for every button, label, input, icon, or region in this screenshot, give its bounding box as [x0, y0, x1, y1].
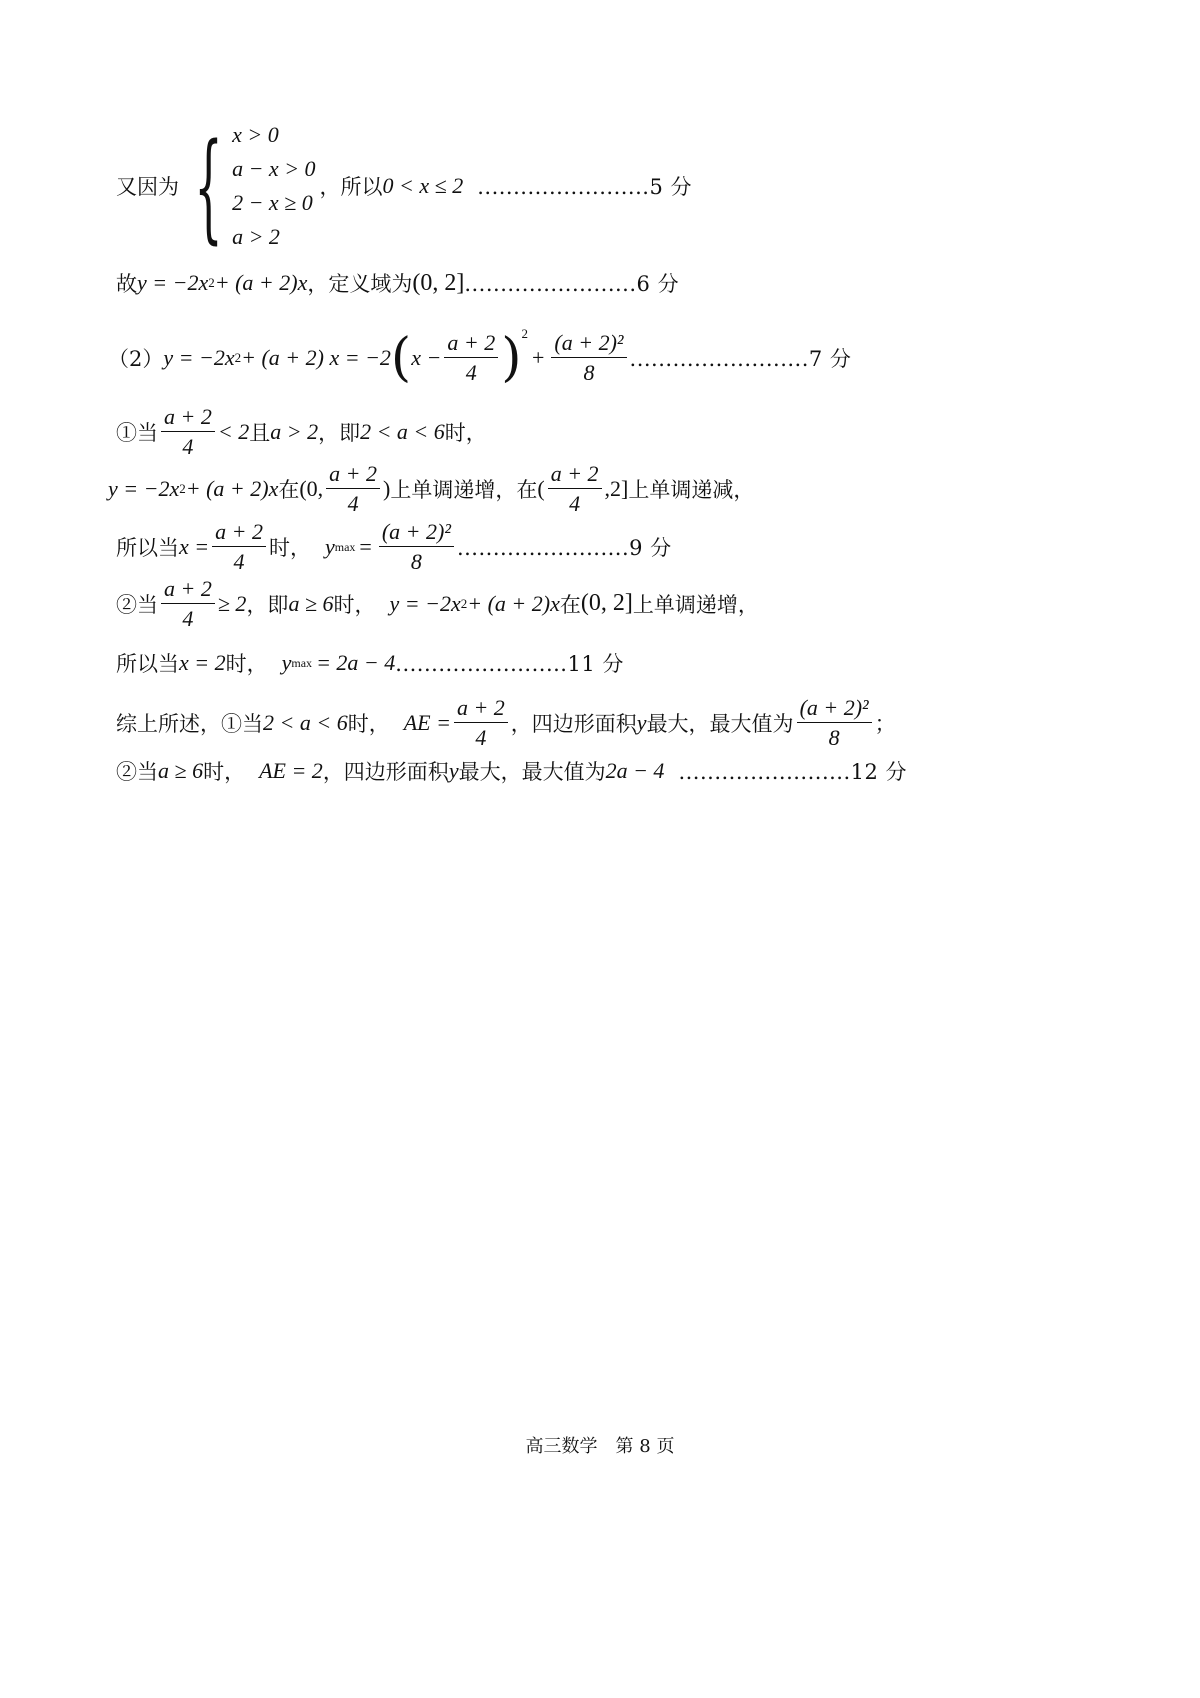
interval2-open: (: [537, 475, 545, 501]
math-interval: (0, 2]: [412, 269, 465, 296]
text-area: ，四边形面积: [510, 711, 637, 736]
score-5: ........................5 分: [477, 175, 692, 199]
math-max-value: 2a − 4: [605, 758, 665, 783]
interval2-close: ,2]: [604, 475, 629, 501]
text-when: 时，: [268, 535, 311, 560]
math-x-minus: x −: [411, 344, 442, 370]
line-case1-condition: [116, 404, 487, 460]
math-plus: +: [532, 344, 545, 370]
fraction-a-plus-2-over-4: $\frac{a + 2}{4}$: [161, 404, 215, 460]
fraction-a-plus-2-over-4: $\frac{a + 2}{4}$: [454, 695, 508, 751]
math-y: y: [636, 709, 647, 735]
text-summary: 综上所述，①当: [116, 711, 263, 736]
line-case1-monotonic: y = −2x 2 + (a + 2)x 在 (0, $\frac{a + 2}{4}$ ) 上单调递增，在 ( $\frac{a + 2}{4}$ ,2] 上单调递减，: [108, 461, 755, 517]
text-case2-when: ②当: [116, 760, 158, 784]
fraction-a-plus-2-over-4: $\frac{a + 2}{4}$: [326, 461, 380, 517]
text-when: 时，: [444, 420, 487, 445]
score-6: ........................6 分: [464, 272, 680, 296]
text-domain-is: ，定义域为: [307, 272, 413, 296]
text-so: ，所以: [319, 175, 383, 199]
math-y: y: [324, 533, 335, 559]
line-domain-conditions: [116, 118, 692, 254]
text-area: ，四边形面积: [322, 760, 449, 784]
line-case2: ②当 $\frac{a + 2}{4}$ ≥ 2 ，即 a ≥ 6 时， y = −2x 2 + (a + 2)x 在 (0, 2] 上单调递增，: [116, 576, 759, 632]
line-summary-case2: [116, 756, 907, 786]
math-y: y: [281, 650, 292, 675]
math-a-gt-2: a > 2: [270, 418, 319, 444]
text-because: 又因为: [116, 175, 179, 199]
fraction-a-plus-2-over-4: $\frac{a + 2}{4}$: [212, 519, 266, 575]
text-when: 时，: [333, 592, 376, 617]
text-max-value: 最大，最大值为: [458, 760, 606, 784]
line-part2-vertex-form: （2） y = −2x 2 + (a + 2) x = −2 ( x − $\frac{a + 2}{4}$ ) 2 + $\frac{\text{(a + 2)²}}{8}$ .........................7 分: [108, 325, 852, 388]
system-row-1: x > 0: [232, 122, 279, 147]
math-ae-eq-2: AE = 2: [259, 758, 323, 783]
left-brace: {: [194, 117, 223, 255]
inequality-system: [181, 118, 316, 254]
math-lt-2: < 2: [217, 418, 250, 444]
score-9: ........................9 分: [456, 535, 672, 560]
math-function: y = −2x: [137, 270, 209, 295]
math-function: y = −2x: [108, 475, 180, 501]
text-so-when: 所以当: [116, 652, 179, 676]
text-therefore: 故: [116, 272, 137, 296]
text-max-value: 最大，最大值为: [646, 711, 794, 736]
text-on: 在: [278, 477, 300, 502]
math-max-value: = 2a − 4: [316, 650, 396, 675]
paren-close: ): [501, 327, 522, 388]
math-function-tail: + (a + 2)x: [185, 475, 279, 501]
page-footer: 高三数学 第 8 页: [525, 1436, 675, 1457]
system-row-2: a − x > 0: [232, 156, 316, 181]
line-summary-case1: [116, 695, 896, 751]
math-ae-eq: AE =: [403, 709, 451, 735]
math-function: y = −2x: [389, 590, 461, 616]
math-a-range: 2 < a < 6: [360, 418, 445, 444]
math-a-ge-6: a ≥ 6: [158, 758, 204, 783]
math-function: y = −2x: [163, 344, 235, 370]
math-expansion: + (a + 2) x = −2: [241, 344, 391, 370]
line-function-domain: 故 y = −2x 2 + (a + 2)x ，定义域为 (0, 2] ........................6 分: [116, 269, 680, 296]
math-function-tail: + (a + 2)x: [467, 590, 560, 616]
line-case1-max: 所以当 x = $\frac{a + 2}{4}$ 时， y max = $\frac{\text{(a + 2)²}}{8}$ ........................9 分: [116, 519, 672, 575]
interval-open: (0,: [299, 475, 324, 501]
text-so-when: 所以当: [116, 535, 179, 560]
line-case2-max: 所以当 x = 2 时， y max = 2a − 4 ........................11 分: [116, 650, 624, 676]
system-row-3: 2 − x ≥ 0: [232, 190, 313, 215]
text-when: 时，: [203, 760, 246, 784]
text-increasing: 上单调递增，: [632, 592, 759, 617]
score-12: ........................12 分: [678, 760, 908, 784]
math-ge-2: ≥ 2: [217, 590, 247, 616]
text-case2-when: ②当: [116, 592, 158, 617]
math-a-ge-6: a ≥ 6: [288, 590, 334, 616]
fraction-a-plus-2-over-4: $\frac{a + 2}{4}$: [444, 330, 498, 386]
text-when: 时，: [225, 652, 268, 676]
fraction-square-over-8: $\frac{\text{(a + 2)²}}{8}$: [551, 330, 626, 386]
text-increasing: 上单调递增，在: [390, 477, 538, 502]
math-interval: (0, 2]: [580, 590, 633, 617]
fraction-square-over-8: $\frac{\text{(a + 2)²}}{8}$: [379, 519, 454, 575]
fraction-a-plus-2-over-4-b: $\frac{a + 2}{4}$: [548, 461, 602, 517]
part-label: （2）: [108, 346, 164, 371]
text-on: 在: [559, 592, 581, 617]
math-a-range: 2 < a < 6: [263, 709, 348, 735]
text-case1-when: ①当: [116, 420, 158, 445]
text-namely: ，即: [318, 420, 361, 445]
text-and: 且: [249, 420, 271, 445]
fraction-square-over-8: $\frac{\text{(a + 2)²}}{8}$: [797, 695, 872, 751]
math-eq: =: [359, 533, 372, 559]
system-row-4: a > 2: [232, 224, 280, 249]
interval-close: ): [383, 475, 391, 501]
text-namely: ，即: [246, 592, 289, 617]
math-x-eq: x =: [179, 533, 210, 559]
fraction-a-plus-2-over-4: $\frac{a + 2}{4}$: [161, 576, 215, 632]
text-decreasing: 上单调递减，: [628, 477, 755, 502]
paren-open: (: [390, 327, 412, 388]
math-x-range: 0 < x ≤ 2: [382, 173, 464, 198]
math-x-eq-2: x = 2: [179, 650, 226, 675]
math-y: y: [448, 758, 459, 783]
score-7: .........................7 分: [629, 346, 852, 371]
score-11: ........................11 分: [395, 652, 624, 676]
text-semicolon: ；: [874, 711, 896, 736]
text-when: 时，: [347, 711, 390, 736]
math-function-tail: + (a + 2)x: [214, 270, 308, 295]
